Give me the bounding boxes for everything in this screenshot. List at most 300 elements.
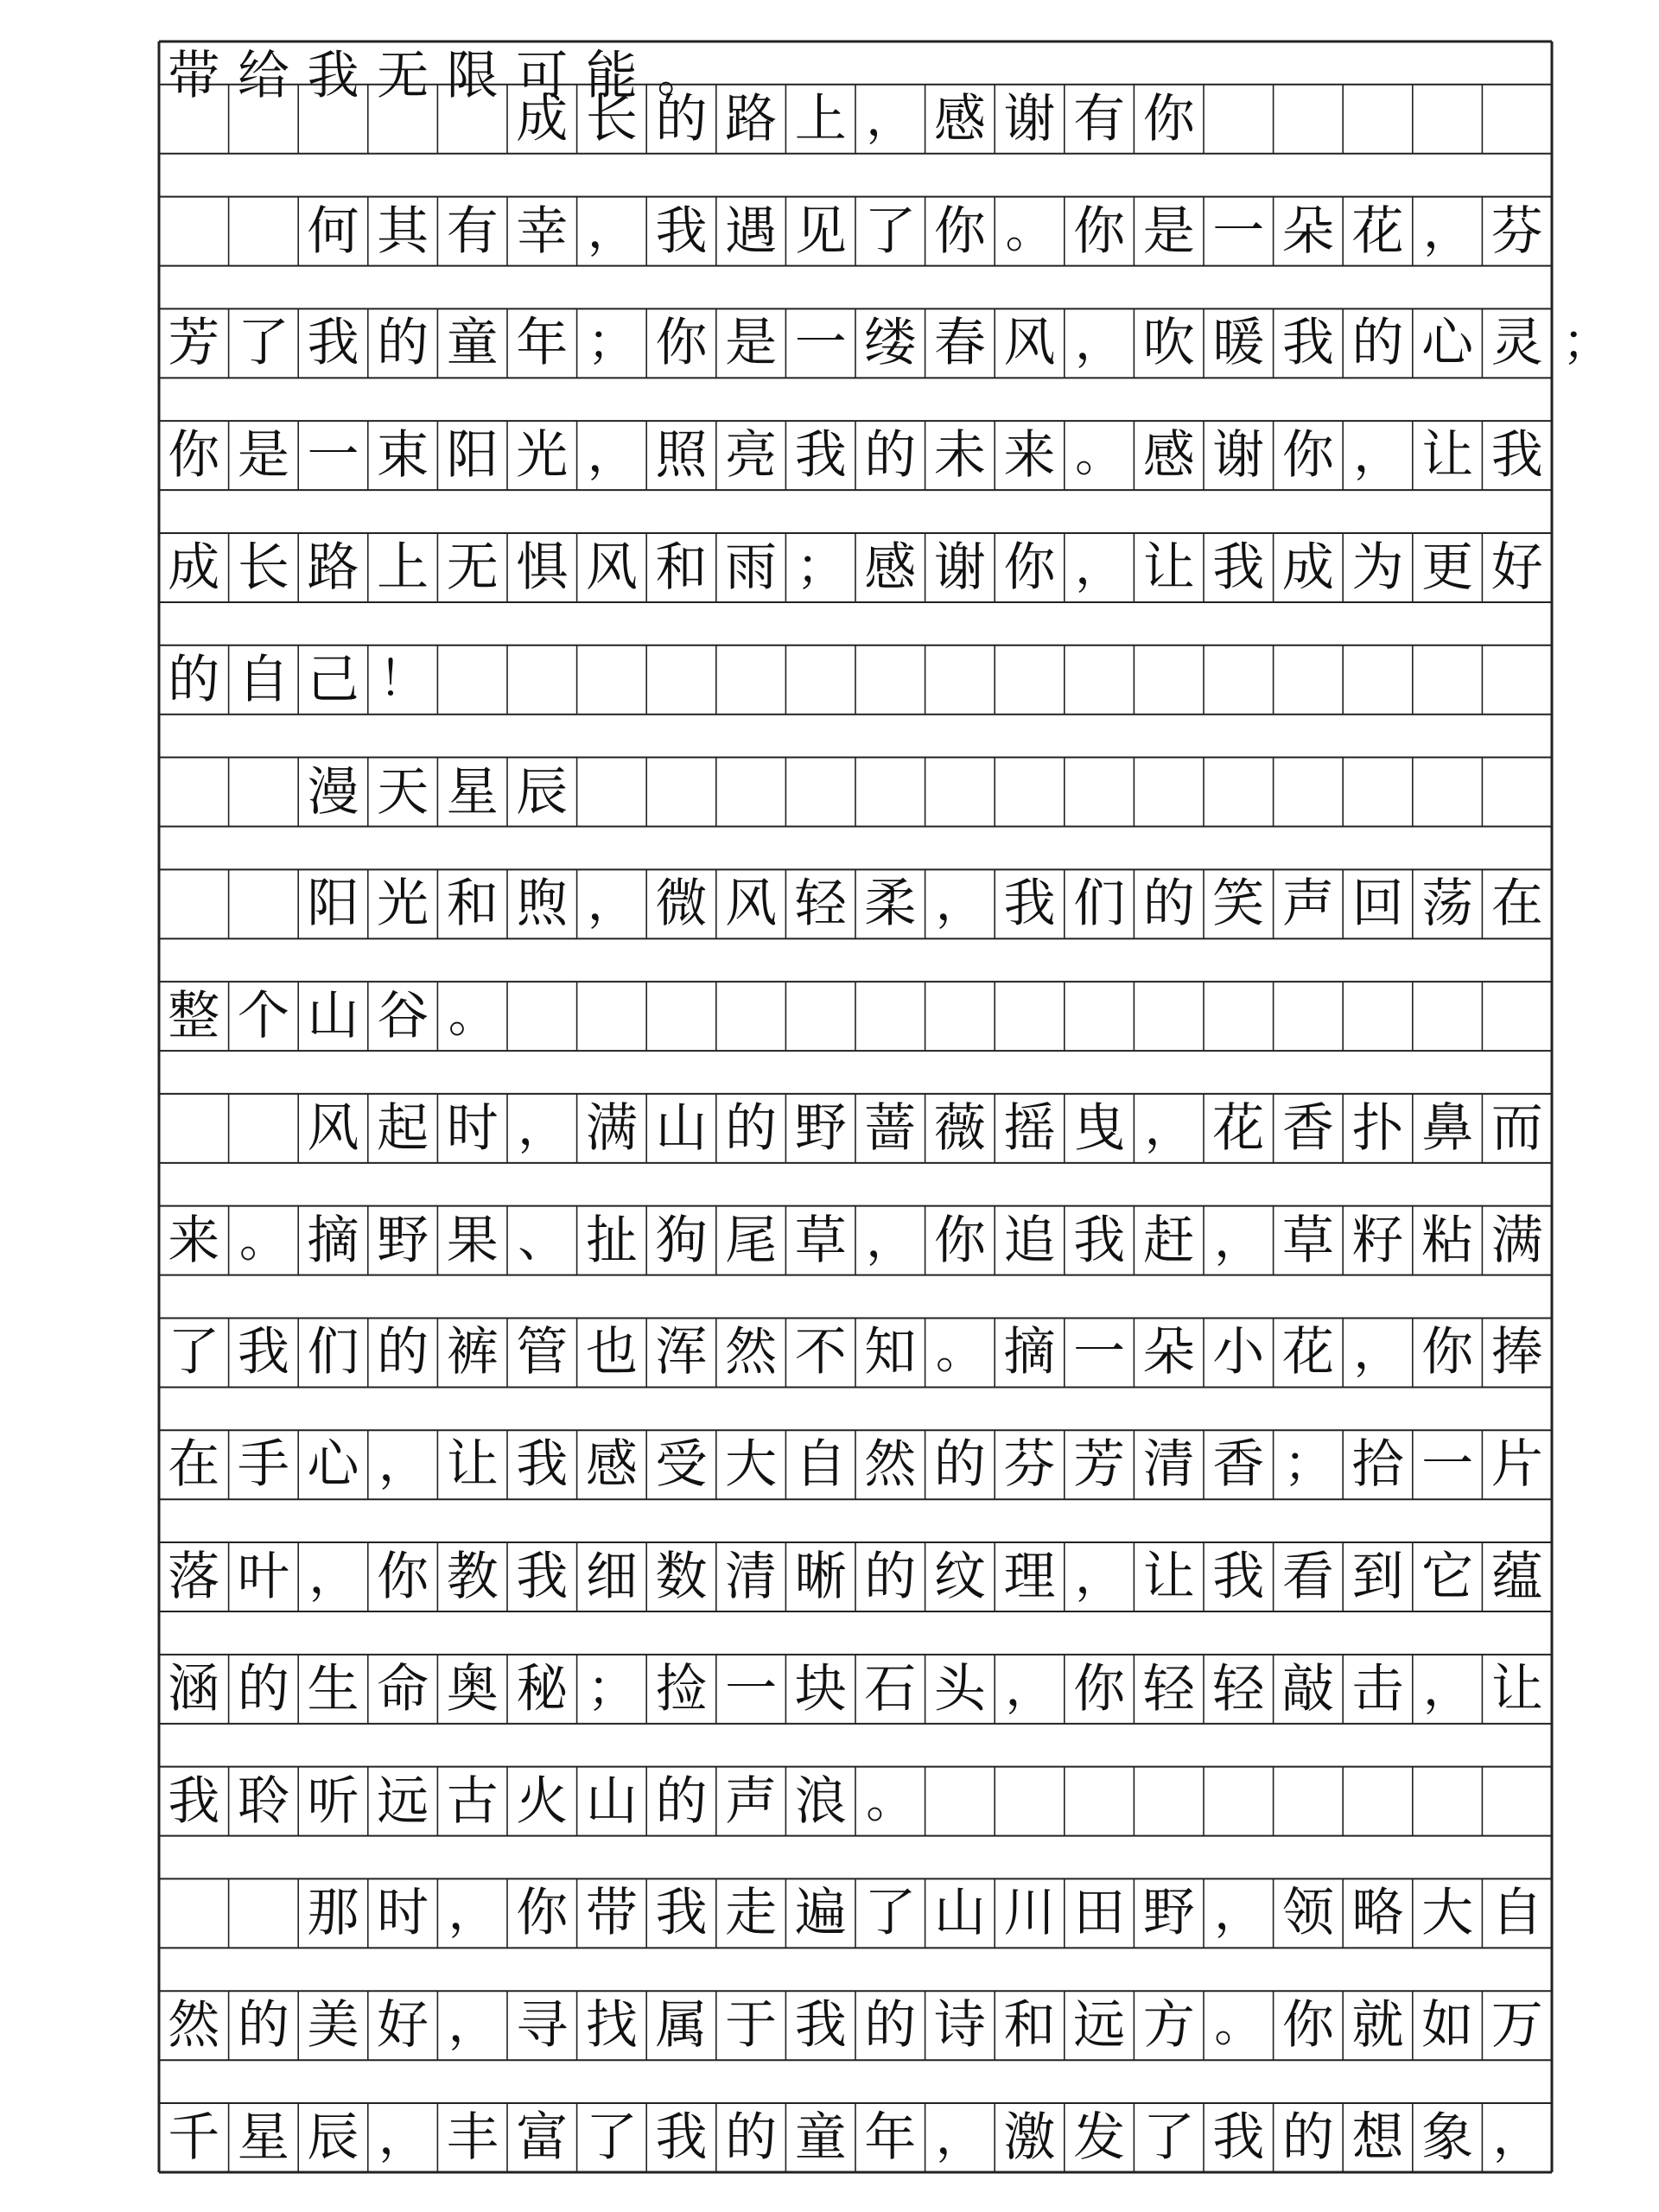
essay-character: 狗 [655, 1210, 708, 1271]
essay-character: 我 [1281, 313, 1334, 374]
essay-character: ， [378, 2109, 428, 2165]
title-character: 的 [655, 88, 708, 149]
essay-character: 诗 [933, 1995, 986, 2056]
essay-character: 万 [1491, 1995, 1543, 2056]
essay-character: 星 [237, 2107, 289, 2168]
essay-character: 束 [377, 425, 429, 486]
essay-character: 你 [1281, 1995, 1334, 2056]
essay-character: ； [587, 1660, 636, 1717]
essay-character: 的 [377, 1322, 429, 1383]
essay-character: ， [1423, 202, 1472, 259]
essay-character: 片 [1491, 1434, 1543, 1496]
essay-character: 谢 [1212, 425, 1265, 486]
essay-character: 奥 [446, 1658, 499, 1719]
essay-character: 的 [655, 1770, 708, 1832]
essay-character: 领 [1281, 1883, 1334, 1944]
essay-character: 蕴 [1491, 1547, 1543, 1608]
essay-character: 听 [307, 1770, 359, 1832]
essay-character: 个 [237, 986, 289, 1047]
essay-character: 和 [1003, 1995, 1056, 2056]
essay-character: 暖 [1212, 313, 1265, 374]
essay-character: 照 [655, 425, 708, 486]
essay-character: 理 [1003, 1547, 1056, 1608]
title-character: 谢 [1003, 88, 1056, 149]
essay-character: 轻 [794, 874, 847, 935]
essay-character: ， [1353, 427, 1402, 484]
essay-character: 发 [1073, 2107, 1126, 2168]
essay-character: ， [1075, 315, 1124, 372]
essay-character: 朵 [1281, 200, 1334, 262]
essay-character: 一 [1421, 1434, 1474, 1496]
essay-character: 火 [516, 1770, 569, 1832]
essay-character: 远 [377, 1770, 429, 1832]
title-character: 有 [1073, 88, 1126, 149]
essay-character: 而 [1491, 1097, 1543, 1159]
essay-character: 长 [237, 537, 289, 598]
essay-character: 也 [585, 1322, 638, 1383]
essay-character: 你 [655, 313, 708, 374]
essay-character: 。 [448, 988, 497, 1045]
essay-character: 回 [1351, 874, 1404, 935]
essay-character: 然 [864, 1434, 917, 1496]
essay-character: 山 [933, 1883, 986, 1944]
essay-character: 清 [725, 1547, 778, 1608]
essay-character: 浪 [794, 1770, 847, 1832]
essay-character: 惧 [516, 537, 569, 598]
essay-character: 雨 [725, 537, 778, 598]
essay-character: 教 [446, 1547, 499, 1608]
essay-character: 我 [1073, 1210, 1126, 1271]
essay-character: 你 [377, 1547, 429, 1608]
essay-character: 让 [446, 1434, 499, 1496]
essay-character: 我 [1212, 1547, 1265, 1608]
essay-character: 其 [377, 200, 429, 262]
essay-character: 们 [307, 1322, 359, 1383]
essay-character: 丰 [446, 2107, 499, 2168]
essay-character: 川 [1003, 1883, 1056, 1944]
essay-character: 野 [377, 1210, 429, 1271]
essay-character: 头 [933, 1658, 986, 1719]
essay-character: 风 [725, 874, 778, 935]
essay-character: 知 [864, 1322, 917, 1383]
essay-character: 芳 [1073, 1434, 1126, 1496]
essay-character: 满 [585, 1097, 638, 1159]
essay-character: 那 [307, 1883, 359, 1944]
essay-character: 年 [516, 313, 569, 374]
essay-character: 声 [1281, 874, 1334, 935]
essay-character: 裤 [446, 1322, 499, 1383]
essay-character: 秘 [516, 1658, 569, 1719]
essay-character: 漫 [307, 761, 359, 823]
essay-character: 光 [377, 874, 429, 935]
essay-character: 不 [794, 1322, 847, 1383]
essay-character: 芬 [1003, 1434, 1056, 1496]
essay-character: 田 [1073, 1883, 1126, 1944]
essay-character: ， [518, 1099, 567, 1156]
essay-character: 摘 [307, 1210, 359, 1271]
essay-character: 。 [866, 1772, 915, 1829]
essay-character: 了 [864, 200, 917, 262]
essay-character: 古 [446, 1770, 499, 1832]
essay-character: 荡 [1421, 874, 1474, 935]
essay-character: 走 [725, 1883, 778, 1944]
essay-character: 自 [1491, 1883, 1543, 1944]
essay-character: ， [935, 875, 984, 932]
essay-character: 我 [794, 1995, 847, 2056]
essay-character: 自 [237, 649, 289, 710]
essay-character: 的 [1351, 313, 1404, 374]
essay-character: 大 [1421, 1883, 1474, 1944]
essay-character: 想 [1351, 2107, 1404, 2168]
essay-character: 心 [1421, 313, 1474, 374]
essay-character: 扯 [585, 1210, 638, 1271]
essay-character: 轻 [1142, 1658, 1195, 1719]
essay-character: 风 [307, 1097, 359, 1159]
essay-character: 远 [1073, 1995, 1126, 2056]
essay-character: 花 [1281, 1322, 1334, 1383]
essay-character: 带 [168, 46, 220, 106]
essay-character: 感 [585, 1434, 638, 1496]
essay-character: ， [378, 1436, 428, 1493]
essay-character: 浑 [655, 1322, 708, 1383]
essay-character: 。 [1005, 202, 1054, 259]
essay-character: ， [935, 2109, 984, 2165]
essay-character: 到 [1351, 1547, 1404, 1608]
essay-character: 光 [516, 425, 569, 486]
essay-character: 敲 [1281, 1658, 1334, 1719]
essay-character: 。 [238, 1211, 288, 1268]
essay-character: 聆 [237, 1770, 289, 1832]
essay-character: 满 [1491, 1210, 1543, 1271]
title-character: 上 [794, 88, 847, 149]
essay-character: 捧 [1491, 1322, 1543, 1383]
essay-character: 香 [1212, 1434, 1265, 1496]
essay-character: 来 [168, 1210, 220, 1271]
essay-character: 柔 [864, 874, 917, 935]
essay-character: 缕 [864, 313, 917, 374]
essay-character: 感 [864, 537, 917, 598]
essay-character: 轻 [1212, 1658, 1265, 1719]
essay-character: 更 [1421, 537, 1474, 598]
essay-character: 可 [516, 46, 569, 106]
essay-character: 清 [1142, 1434, 1195, 1496]
essay-character: 谢 [933, 537, 986, 598]
essay-character: 你 [1421, 1322, 1474, 1383]
essay-character: 和 [655, 537, 708, 598]
essay-character: 了 [168, 1322, 220, 1383]
essay-character: 于 [725, 1995, 778, 2056]
essay-character: 富 [516, 2107, 569, 2168]
essay-character: 限 [446, 46, 499, 106]
essay-character: 我 [655, 2107, 708, 2168]
essay-character: 一 [1073, 1322, 1126, 1383]
essay-character: 好 [1491, 537, 1543, 598]
essay-character: 童 [446, 313, 499, 374]
essay-character: ， [1353, 1324, 1402, 1381]
essay-character: 芳 [168, 313, 220, 374]
essay-character: 它 [1421, 1547, 1474, 1608]
essay-character: 我 [1212, 537, 1265, 598]
essay-character: 我 [516, 1547, 569, 1608]
essay-character: 蔷 [864, 1097, 917, 1159]
essay-character: 天 [377, 761, 429, 823]
essay-character: 晰 [794, 1547, 847, 1608]
essay-character: ， [448, 1997, 497, 2054]
essay-character: 是 [237, 425, 289, 486]
essay-character: 为 [1351, 537, 1404, 598]
essay-character: 叶 [237, 1547, 289, 1608]
essay-character: 时 [446, 1097, 499, 1159]
essay-character: 摇 [1003, 1097, 1056, 1159]
essay-character: 了 [1142, 2107, 1195, 2168]
essay-character: 幸 [516, 200, 569, 262]
essay-character: 涵 [168, 1658, 220, 1719]
essay-character: 路 [307, 537, 359, 598]
essay-character: 你 [516, 1883, 569, 1944]
essay-character: 的 [1142, 874, 1195, 935]
essay-character: 找 [585, 1995, 638, 2056]
essay-character: 有 [446, 200, 499, 262]
essay-character: 阳 [307, 874, 359, 935]
essay-character: 击 [1351, 1658, 1404, 1719]
essay-character: 风 [585, 537, 638, 598]
essay-character: 我 [516, 1434, 569, 1496]
essay-character: 我 [237, 1322, 289, 1383]
essay-character: 象 [1421, 2107, 1474, 2168]
essay-character: 一 [725, 1658, 778, 1719]
essay-character: 纹 [933, 1547, 986, 1608]
essay-character: ， [1214, 1885, 1263, 1942]
essay-character: 就 [1351, 1995, 1404, 2056]
essay-character: 们 [1073, 874, 1126, 935]
essay-character: 略 [1351, 1883, 1404, 1944]
essay-character: ， [1075, 538, 1124, 595]
essay-character: 芬 [1491, 200, 1543, 262]
essay-character: 块 [794, 1658, 847, 1719]
essay-character: 亮 [725, 425, 778, 486]
essay-character: 的 [725, 1097, 778, 1159]
essay-character: 籽 [1351, 1210, 1404, 1271]
essay-character: 无 [377, 46, 429, 106]
essay-character: 追 [1003, 1210, 1056, 1271]
essay-character: 千 [168, 2107, 220, 2168]
essay-character: 的 [237, 1658, 289, 1719]
essay-character: 我 [655, 1883, 708, 1944]
essay-character: 见 [794, 200, 847, 262]
essay-character: 然 [725, 1322, 778, 1383]
essay-character: 上 [377, 537, 429, 598]
essay-character: 在 [1491, 874, 1543, 935]
essay-character: 草 [794, 1210, 847, 1271]
essay-character: 时 [377, 1883, 429, 1944]
essay-character: 己 [307, 649, 359, 710]
essay-character: 我 [307, 46, 359, 106]
essay-character: 是 [1142, 200, 1195, 262]
essay-character: 你 [1281, 425, 1334, 486]
essay-character: ， [1075, 1548, 1124, 1605]
essay-character: 如 [1421, 1995, 1474, 2056]
essay-character: 让 [1421, 425, 1474, 486]
essay-character: 你 [168, 425, 220, 486]
essay-character: ， [1144, 1099, 1193, 1156]
essay-character: 何 [307, 200, 359, 262]
essay-character: ， [1005, 1660, 1054, 1717]
essay-character: 。 [935, 1324, 984, 1381]
title-character: 成 [516, 88, 569, 149]
essay-character: 在 [168, 1434, 220, 1496]
essay-character: 心 [307, 1434, 359, 1496]
essay-character: 捡 [655, 1658, 708, 1719]
essay-character: 一 [307, 425, 359, 486]
essay-character: ， [1214, 1211, 1263, 1268]
essay-character: 遍 [794, 1883, 847, 1944]
essay-character: ， [587, 875, 636, 932]
essay-character: 山 [655, 1097, 708, 1159]
essay-character: 了 [237, 313, 289, 374]
essay-character: 谷 [377, 986, 429, 1047]
essay-character: 。 [1214, 1997, 1263, 2054]
essay-character: 鼻 [1421, 1097, 1474, 1159]
essay-character: ； [1283, 1436, 1332, 1493]
essay-character: 小 [1212, 1322, 1265, 1383]
essay-character: ； [796, 538, 845, 595]
essay-character: 的 [864, 425, 917, 486]
essay-character: ！ [378, 651, 428, 708]
essay-character: 是 [725, 313, 778, 374]
essay-character: ； [1562, 315, 1611, 372]
essay-character: 石 [864, 1658, 917, 1719]
essay-character: 你 [1003, 537, 1056, 598]
essay-character: 、 [518, 1211, 567, 1268]
essay-character: 童 [794, 2107, 847, 2168]
essay-character: ， [587, 202, 636, 259]
essay-character: 吹 [1142, 313, 1195, 374]
essay-character: 扑 [1351, 1097, 1404, 1159]
essay-character: 煦 [516, 874, 569, 935]
essay-character: 美 [307, 1995, 359, 2056]
essay-character: 好 [377, 1995, 429, 2056]
essay-character: 成 [168, 537, 220, 598]
essay-character: 星 [446, 761, 499, 823]
essay-character: 管 [516, 1322, 569, 1383]
essay-character: 春 [933, 313, 986, 374]
essay-character: 山 [585, 1770, 638, 1832]
essay-character: 的 [864, 1995, 917, 2056]
composition-paper [159, 41, 1611, 2172]
essay-character: 粘 [1421, 1210, 1474, 1271]
essay-character: 笑 [1212, 874, 1265, 935]
essay-character: 自 [794, 1434, 847, 1496]
essay-character: 微 [655, 874, 708, 935]
essay-character: 给 [237, 46, 289, 106]
essay-character: 的 [1281, 2107, 1334, 2168]
essay-character: 让 [1142, 1547, 1195, 1608]
essay-character: 朵 [1142, 1322, 1195, 1383]
essay-character: 遇 [725, 200, 778, 262]
essay-character: 草 [1281, 1210, 1334, 1271]
essay-character: 辰 [307, 2107, 359, 2168]
essay-character: ， [308, 1548, 358, 1605]
essay-character: 激 [1003, 2107, 1056, 2168]
essay-character: 属 [655, 1995, 708, 2056]
essay-character: 花 [1351, 200, 1404, 262]
title-character: 路 [725, 88, 778, 149]
essay-character: 的 [725, 2107, 778, 2168]
essay-character: 曳 [1073, 1097, 1126, 1159]
essay-character: ， [587, 427, 636, 484]
essay-character: 寻 [516, 1995, 569, 2056]
essay-character: 的 [864, 1547, 917, 1608]
essay-character: 摘 [1003, 1322, 1056, 1383]
essay-character: 。 [657, 48, 706, 104]
essay-character: 尾 [725, 1210, 778, 1271]
essay-character: 落 [168, 1547, 220, 1608]
essay-character: 了 [864, 1883, 917, 1944]
essay-character: 命 [377, 1658, 429, 1719]
essay-character: 我 [307, 313, 359, 374]
essay-character: 未 [933, 425, 986, 486]
essay-character: 的 [237, 1995, 289, 2056]
essay-character: 野 [794, 1097, 847, 1159]
essay-character: ， [448, 1885, 497, 1942]
essay-character: 然 [168, 1995, 220, 2056]
essay-character: 的 [933, 1434, 986, 1496]
title-character: 感 [933, 88, 986, 149]
essay-character: 薇 [933, 1097, 986, 1159]
essay-character: 的 [168, 649, 220, 710]
essay-character: 整 [168, 986, 220, 1047]
essay-character: 细 [585, 1547, 638, 1608]
essay-character: 感 [1142, 425, 1195, 486]
essay-character: 野 [1142, 1883, 1195, 1944]
essay-character: ， [1492, 2109, 1541, 2165]
essay-character: 你 [933, 1210, 986, 1271]
essay-character: 你 [933, 200, 986, 262]
essay-character: 拾 [1351, 1434, 1404, 1496]
essay-character: 让 [1491, 1658, 1543, 1719]
essay-character: 我 [1003, 874, 1056, 935]
essay-character: 我 [168, 1770, 220, 1832]
essay-character: 果 [446, 1210, 499, 1271]
title-character: 你 [1142, 88, 1195, 149]
essay-character: 看 [1281, 1547, 1334, 1608]
essay-character: 受 [655, 1434, 708, 1496]
essay-character: ， [1423, 1660, 1472, 1717]
essay-character: 我 [794, 425, 847, 486]
essay-character: 赶 [1142, 1210, 1195, 1271]
essay-character: 来 [1003, 425, 1056, 486]
essay-character: 香 [1281, 1097, 1334, 1159]
essay-character: 声 [725, 1770, 778, 1832]
essay-character: 让 [1142, 537, 1195, 598]
essay-character: 无 [446, 537, 499, 598]
essay-character: 年 [864, 2107, 917, 2168]
essay-character: 成 [1281, 537, 1334, 598]
title-character: ， [866, 90, 915, 147]
essay-character: 我 [1491, 425, 1543, 486]
essay-character: 山 [307, 986, 359, 1047]
essay-character: 带 [585, 1883, 638, 1944]
essay-character: 了 [585, 2107, 638, 2168]
essay-character: 我 [1212, 2107, 1265, 2168]
essay-character: 的 [377, 313, 429, 374]
essay-character: 你 [1073, 200, 1126, 262]
title-character: 长 [585, 88, 638, 149]
essay-character: 生 [307, 1658, 359, 1719]
essay-character: 和 [446, 874, 499, 935]
essay-character: 你 [1073, 1658, 1126, 1719]
essay-character: 能 [585, 46, 638, 106]
